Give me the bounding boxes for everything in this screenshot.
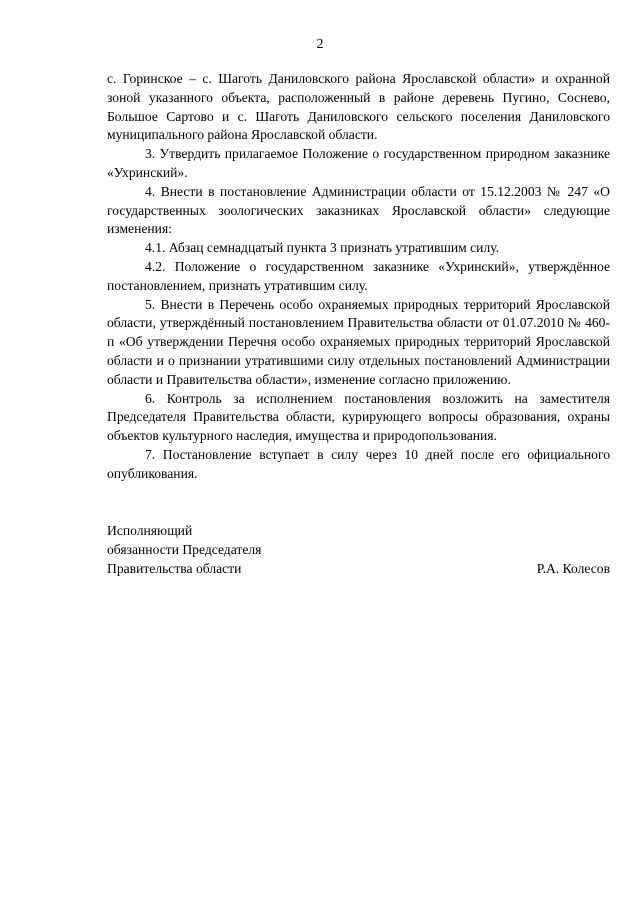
paragraph-item-6: 6. Контроль за исполнением постановления возложить на заместителя Председателя Правительства области, курирующего вопросы образования, охраны объектов культурного наследия, имущества и природопользования. [107, 390, 610, 444]
document-body [107, 70, 610, 484]
signature-title-line-1: Исполняющий [107, 523, 193, 538]
signatory-name: Р.А. Колесов [536, 560, 610, 576]
paragraph-item-3: 3. Утвердить прилагаемое Положение о государственном природном заказнике «Ухринский». [107, 146, 610, 180]
paragraph-item-4: 4. Внести в постановление Администрации области от 15.12.2003 № 247 «О государственных зоологических заказниках Ярославской области» следующие изменения: [107, 183, 610, 237]
paragraph-item-4-2: 4.2. Положение о государственном заказнике «Ухринский», утверждённое постановлением, признать утратившим силу. [107, 258, 610, 293]
signature-block [107, 522, 610, 578]
paragraph-item-5: 5. Внести в Перечень особо охраняемых природных территорий Ярославской области, утверждённый постановлением Правительства области от 01.07.2010 № 460-п «Об утверждении Перечня особо охраняемых природных территорий Ярославской области и о признании утратившими силу отдельных постановлений Администрации области и Правительства области», изменение согласно приложению. [107, 296, 610, 387]
paragraph-continuation: с. Горинское – с. Шаготь Даниловского района Ярославской области» и охранной зоной указанного объекта, расположенный в районе деревень Пугино, Соснево, Большое Сартово и с. Шаготь Даниловского сельского поселения Даниловского муниципального района Ярославской области. [107, 71, 610, 143]
signature-title-line-3: Правительства области [107, 560, 242, 576]
signature-title-line-2: обязанности Председателя [107, 541, 262, 557]
paragraph-item-4-1: 4.1. Абзац семнадцатый пункта 3 признать утратившим силу. [145, 240, 500, 256]
page-number: 2 [316, 37, 324, 52]
paragraph-item-7: 7. Постановление вступает в силу через 10 дней после его официального опубликования. [107, 446, 610, 481]
